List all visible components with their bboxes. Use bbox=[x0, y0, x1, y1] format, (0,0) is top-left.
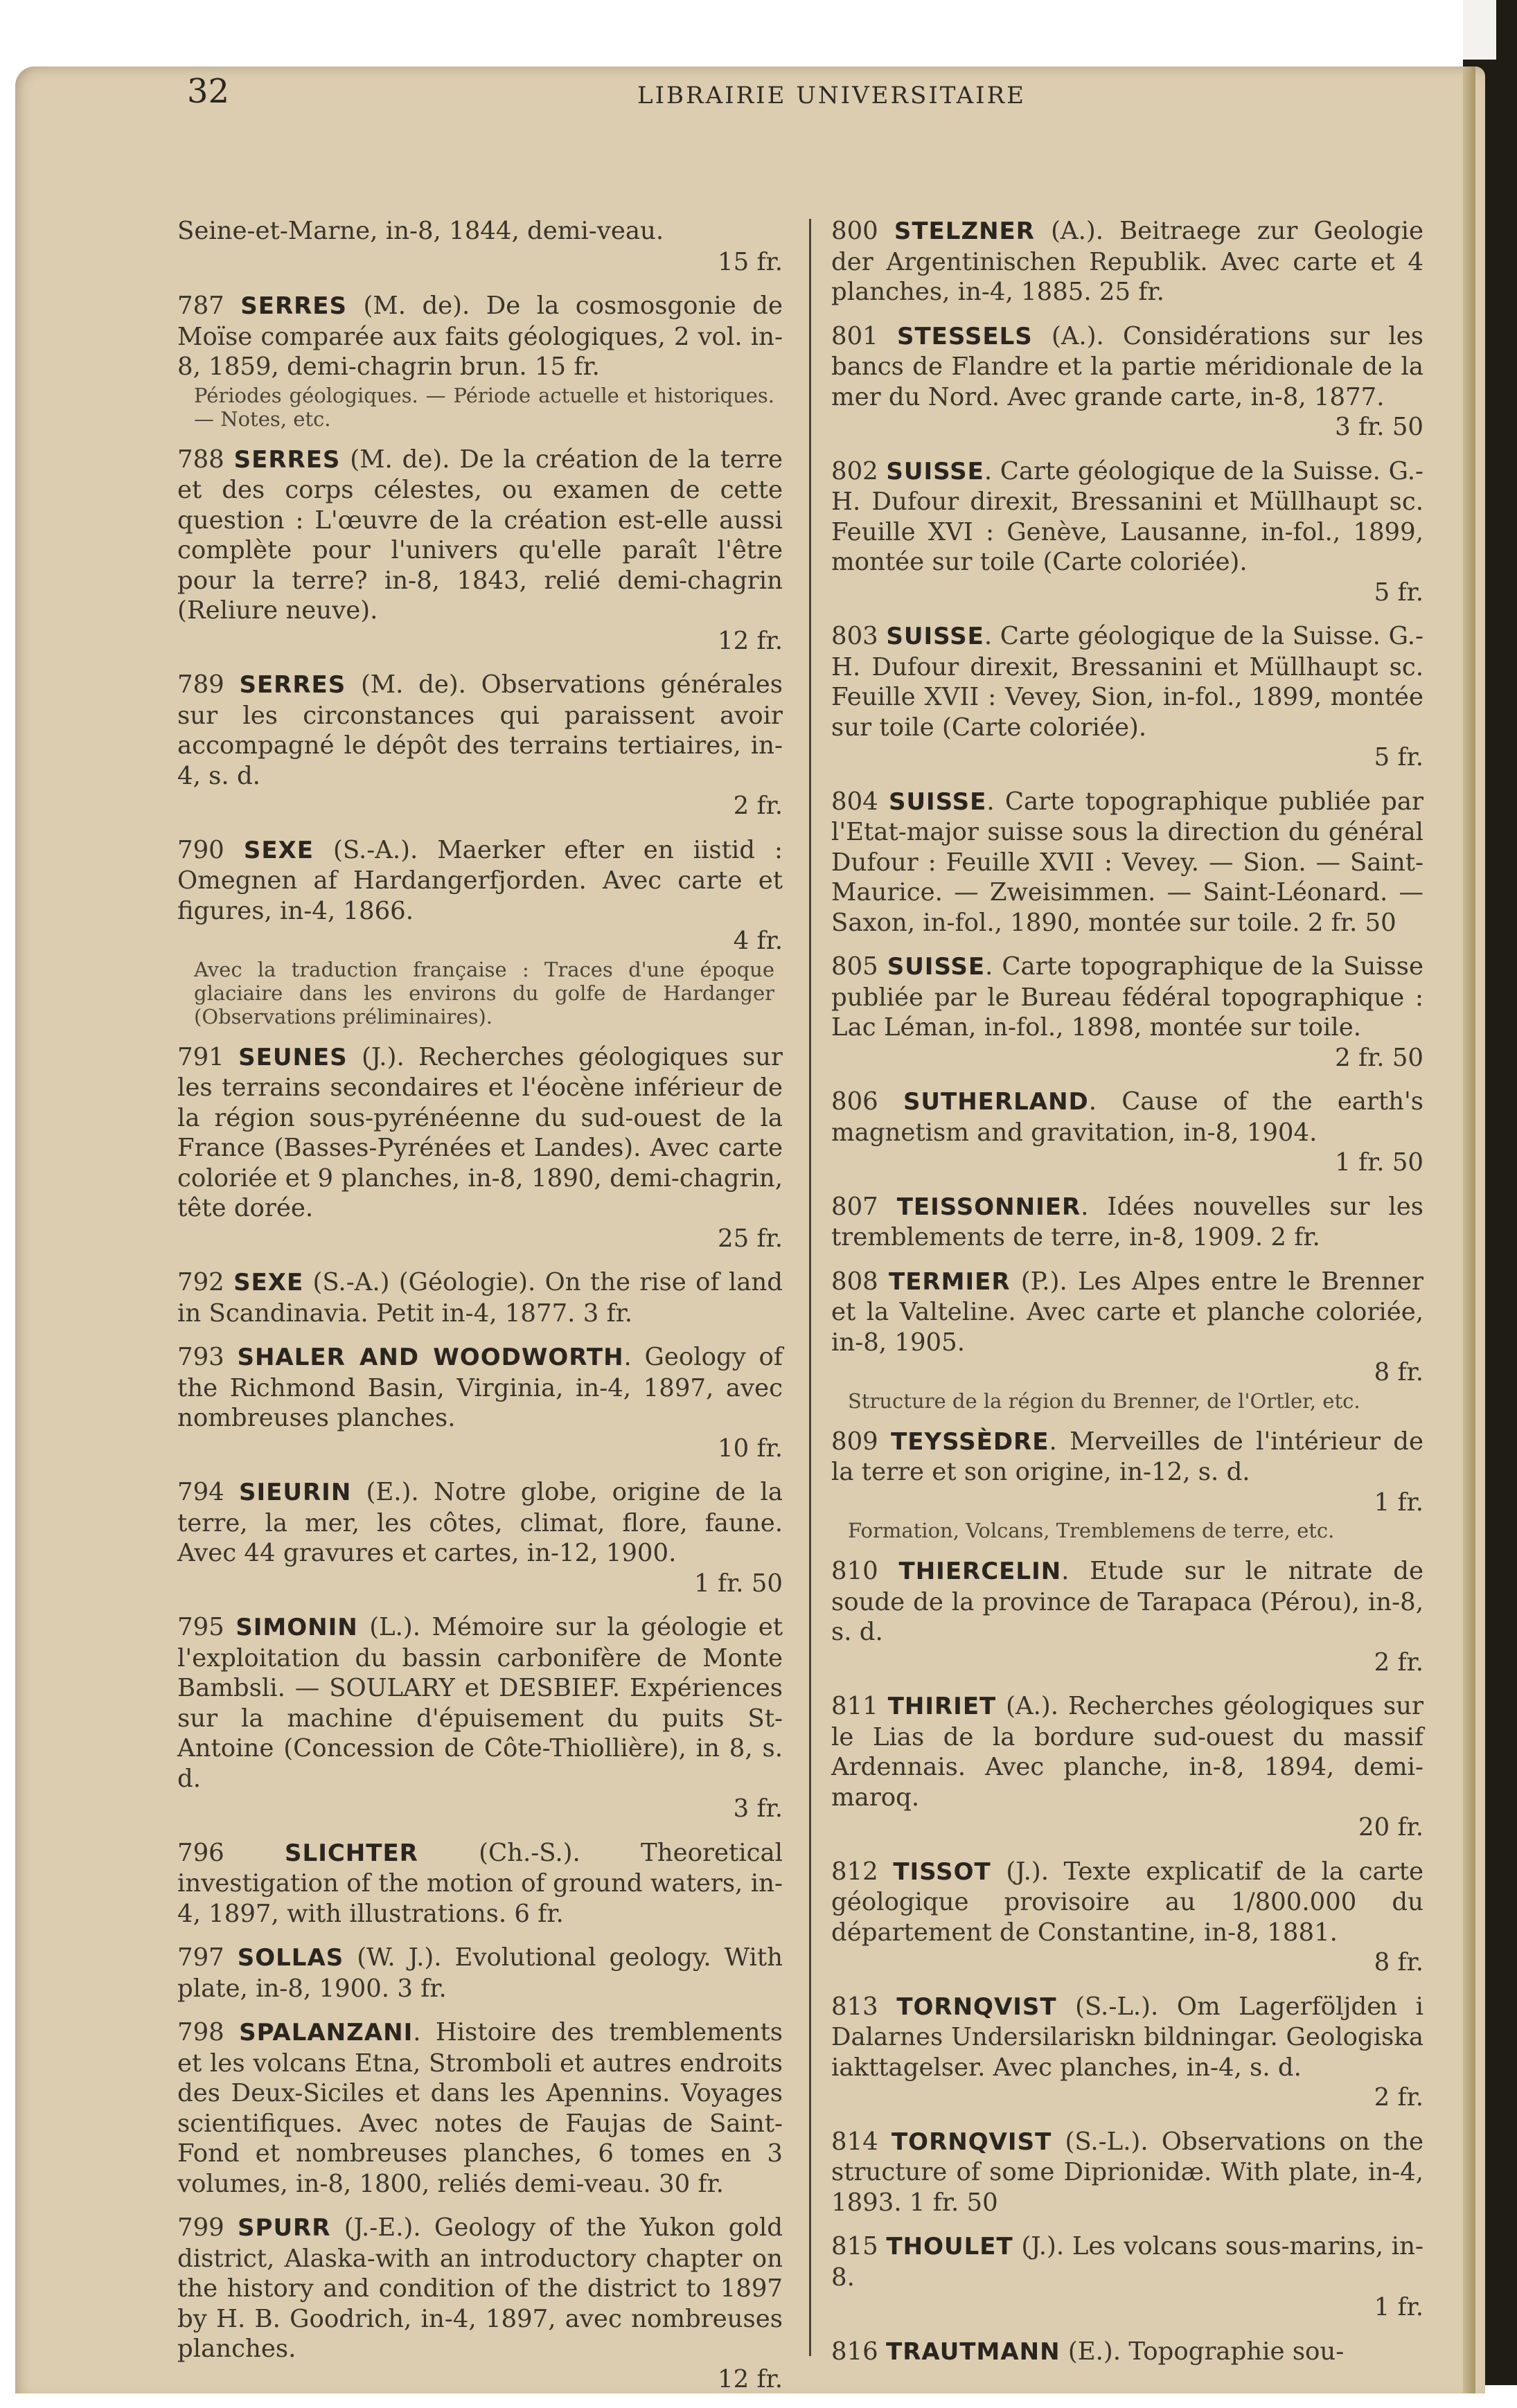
catalog-entry bbox=[177, 1342, 783, 1463]
entry-price: 15 fr. bbox=[718, 247, 783, 276]
entry-number: 815 bbox=[831, 2232, 878, 2260]
catalog-entry bbox=[831, 2127, 1423, 2218]
running-title: LIBRAIRIE UNIVERSITAIRE bbox=[637, 82, 1026, 109]
author-name: THIERCELIN bbox=[898, 1558, 1062, 1585]
author-name: TISSOT bbox=[893, 1857, 991, 1886]
entry-number: 810 bbox=[831, 1557, 878, 1585]
catalog-entry bbox=[831, 1087, 1423, 1178]
entry-number: 798 bbox=[177, 2018, 224, 2046]
entry-description: (J.). Les volcans sous-marins, in-8. bbox=[831, 2232, 1423, 2292]
entry-number: 803 bbox=[831, 622, 878, 650]
entry-description: . Carte topographique publiée par l'Etat-major suisse sous la direction du général Dufour : Feuille XVII : Vevey. — Sion. — Saint-Maurice. — Zweisimmen. — Saint-Léonard. — Saxon, in-fol., 1890, montée sur toile. 2 fr. 50 bbox=[831, 787, 1423, 937]
author-name: SHALER AND WOODWORTH bbox=[237, 1344, 624, 1371]
entry-number: 787 bbox=[177, 292, 224, 320]
catalog-entry bbox=[831, 1267, 1423, 1413]
entry-price: 2 fr. bbox=[1374, 2083, 1423, 2112]
catalog-entry bbox=[831, 1556, 1423, 1677]
entry-number: 797 bbox=[177, 1943, 224, 1972]
entry-body bbox=[177, 1267, 783, 1328]
entry-description: . Idées nouvelles sur les tremblements de terre, in-8, 1909. 2 fr. bbox=[831, 1192, 1423, 1251]
entry-number: 812 bbox=[831, 1857, 878, 1886]
entry-body bbox=[177, 1477, 783, 1569]
catalog-entry bbox=[177, 835, 783, 1028]
entry-description: . Histoire des tremblements et les volcans Etna, Stromboli et autres endroits des Deux-Siciles et dans les Apennins. Voyages scientifiques. Avec notes de Faujas de Saint-Fond et nombreuses planches, 6 tomes en 3 volumes, in-8, 1800, reliés demi-veau. 30 fr. bbox=[177, 2018, 783, 2198]
entry-number: 796 bbox=[177, 1838, 224, 1867]
catalog-entry bbox=[831, 2337, 1423, 2368]
author-name: SEXE bbox=[233, 1269, 304, 1296]
entry-number: 799 bbox=[177, 2213, 224, 2242]
entry-body bbox=[831, 1992, 1423, 2083]
entry-body bbox=[831, 456, 1423, 578]
entry-number: 805 bbox=[831, 952, 878, 981]
catalog-entry bbox=[831, 321, 1423, 443]
catalog-entry bbox=[831, 456, 1423, 608]
author-name: SOLLAS bbox=[237, 1944, 344, 1972]
entry-body bbox=[831, 952, 1423, 1043]
catalog-entry bbox=[831, 1691, 1423, 1843]
left-column bbox=[177, 216, 783, 2408]
entry-description: (J.-E.). Geology of the Yukon gold district, Alaska-with an introductory chapter on the history and condition of the district to 1897 by H. B. Goodrich, in-4, 1897, avec nombreuses planches. bbox=[177, 2213, 783, 2363]
entry-number: 809 bbox=[831, 1427, 878, 1456]
author-name: TORNQVIST bbox=[896, 1992, 1057, 2021]
entry-number: 808 bbox=[831, 1267, 878, 1296]
entry-price: 5 fr. bbox=[1374, 743, 1423, 772]
entry-number: 816 bbox=[831, 2337, 878, 2366]
entry-price: 1 fr. bbox=[1374, 1488, 1423, 1517]
entry-price: 5 fr. bbox=[1374, 578, 1423, 607]
entry-price: 1 fr. 50 bbox=[694, 1569, 783, 1598]
entry-price: 10 fr. bbox=[718, 1434, 783, 1463]
entry-number: 811 bbox=[831, 1692, 878, 1720]
entry-body bbox=[831, 1267, 1423, 1358]
author-name: SUISSE bbox=[886, 457, 984, 485]
entry-description: (J.). Texte explicatif de la carte géologique provisoire au 1/800.000 du département de Constantine, in-8, 1881. bbox=[831, 1857, 1423, 1947]
catalog-entry bbox=[177, 1612, 783, 1824]
entry-description: (M. de). Observations générales sur les circonstances qui paraissent avoir accompagné le dépôt des terrains tertiaires, in-4, s. d. bbox=[177, 670, 783, 790]
entry-price: 2 fr. bbox=[733, 792, 783, 820]
entry-number: 801 bbox=[831, 321, 878, 350]
catalog-entry bbox=[831, 2231, 1423, 2323]
entry-description: . Etude sur le nitrate de soude de la province de Tarapaca (Pérou), in-8, s. d. bbox=[831, 1557, 1423, 1646]
author-name: TORNQVIST bbox=[891, 2128, 1052, 2156]
entry-description: (A.). Recherches géologiques sur le Lias de la bordure sud-ouest du massif Ardennais. Avec planche, in-8, 1894, demi-maroq. bbox=[831, 1692, 1423, 1812]
catalog-entry bbox=[831, 787, 1423, 938]
entry-body bbox=[831, 1691, 1423, 1812]
catalog-entry bbox=[177, 445, 783, 657]
catalog-entry bbox=[177, 1042, 783, 1254]
author-name: STELZNER bbox=[894, 217, 1035, 245]
catalog-entry bbox=[177, 1477, 783, 1598]
right-column bbox=[831, 216, 1423, 2381]
entry-body bbox=[831, 321, 1423, 413]
entry-price: 8 fr. bbox=[1374, 1358, 1423, 1386]
entry-body bbox=[177, 445, 783, 626]
catalog-entry bbox=[177, 216, 783, 277]
entry-number: 806 bbox=[831, 1087, 878, 1116]
catalog-entry bbox=[831, 621, 1423, 773]
entry-number: 789 bbox=[177, 670, 224, 699]
entry-price: 20 fr. bbox=[1358, 1813, 1423, 1841]
entry-price: 3 fr. 50 bbox=[1335, 413, 1423, 441]
entry-price: 1 fr. bbox=[1374, 2293, 1423, 2321]
entry-description: . Carte géologique de la Suisse. G.-H. Dufour direxit, Bressanini et Müllhaupt sc. Feuille XVI : Genève, Lausanne, in-fol., 1899, montée sur toile (Carte coloriée). bbox=[831, 456, 1423, 576]
catalog-entry bbox=[177, 2017, 783, 2199]
entry-body bbox=[831, 1427, 1423, 1488]
author-name: THOULET bbox=[886, 2233, 1013, 2260]
entry-number: 813 bbox=[831, 1992, 878, 2021]
author-name: TERMIER bbox=[889, 1267, 1011, 1296]
entry-number: 791 bbox=[177, 1042, 224, 1071]
entry-price: 2 fr. bbox=[1374, 1648, 1423, 1677]
author-name: TRAUTMANN bbox=[886, 2337, 1061, 2366]
entry-number: 804 bbox=[831, 787, 878, 816]
entry-body bbox=[831, 1857, 1423, 1948]
scan-corner bbox=[1463, 0, 1496, 60]
entry-description: . Merveilles de l'intérieur de la terre et son origine, in-12, s. d. bbox=[831, 1427, 1423, 1486]
entry-note: Avec la traduction française : Traces d'une époque glaciaire dans les environs du golfe de Hardanger (Observations préliminaires). bbox=[194, 957, 774, 1028]
author-name: SPURR bbox=[238, 2214, 331, 2242]
author-name: SUISSE bbox=[888, 787, 987, 816]
entry-note: Formation, Volcans, Tremblemens de terre, etc. bbox=[848, 1519, 1335, 1542]
entry-note: Périodes géologiques. — Période actuelle et historiques. — Notes, etc. bbox=[194, 383, 774, 431]
entry-price: 2 fr. 50 bbox=[1335, 1043, 1423, 1072]
page-edge bbox=[1463, 66, 1475, 2393]
column-rule bbox=[809, 219, 811, 2356]
author-name: SEUNES bbox=[238, 1043, 348, 1071]
entry-body bbox=[831, 621, 1423, 742]
author-name: SIEURIN bbox=[239, 1479, 352, 1506]
author-name: SERRES bbox=[233, 445, 341, 474]
entry-body bbox=[177, 670, 783, 791]
catalog-entry bbox=[177, 291, 783, 431]
catalog-entry bbox=[831, 1857, 1423, 1978]
author-name: TEYSSÈDRE bbox=[891, 1427, 1049, 1456]
entry-body bbox=[831, 787, 1423, 938]
author-name: SLICHTER bbox=[285, 1839, 418, 1867]
entry-description: (P.). Les Alpes entre le Brenner et la Valteline. Avec carte et planche coloriée, in-8, 1905. bbox=[831, 1267, 1423, 1357]
entry-body bbox=[831, 2337, 1423, 2368]
entry-body bbox=[831, 2231, 1423, 2292]
entry-body bbox=[831, 1087, 1423, 1148]
entry-description: (S.-L.). Observations on the structure of some Diprionidæ. With plate, in-4, 1893. 1 fr. 50 bbox=[831, 2127, 1423, 2217]
entry-description: Seine-et-Marne, in-8, 1844, demi-veau. bbox=[177, 217, 664, 245]
entry-body bbox=[177, 1943, 783, 2004]
entry-description: (W. J.). Evolutional geology. With plate, in-8, 1900. 3 fr. bbox=[177, 1943, 783, 2003]
catalog-entry bbox=[831, 216, 1423, 307]
author-name: SEXE bbox=[243, 836, 314, 864]
entry-body bbox=[177, 291, 783, 382]
author-name: SERRES bbox=[239, 671, 346, 699]
catalog-entry bbox=[177, 670, 783, 821]
author-name: TEISSONNIER bbox=[896, 1193, 1081, 1221]
entry-body bbox=[831, 2127, 1423, 2218]
author-name: SUTHERLAND bbox=[903, 1088, 1089, 1116]
author-name: STESSELS bbox=[896, 322, 1033, 350]
entry-body bbox=[177, 2017, 783, 2199]
entry-number: 800 bbox=[831, 217, 878, 245]
entry-body bbox=[177, 1612, 783, 1794]
entry-price: 12 fr. bbox=[718, 626, 783, 655]
entry-body bbox=[177, 1838, 783, 1929]
entry-price: 8 fr. bbox=[1374, 1948, 1423, 1977]
entry-number: 802 bbox=[831, 456, 878, 485]
entry-description: (S.-A.). Maerker efter en iistid : Omegnen af Hardangerfjorden. Avec carte et figures, in-4, 1866. bbox=[177, 835, 783, 925]
entry-description: . Cause of the earth's magnetism and gravitation, in-8, 1904. bbox=[831, 1087, 1423, 1147]
entry-number: 790 bbox=[177, 835, 224, 864]
entry-number: 807 bbox=[831, 1192, 878, 1221]
entry-note: Structure de la région du Brenner, de l'Ortler, etc. bbox=[848, 1389, 1360, 1413]
entry-body bbox=[177, 2213, 783, 2364]
author-name: SIMONIN bbox=[236, 1614, 358, 1641]
entry-body bbox=[177, 216, 783, 247]
catalog-entry bbox=[831, 1192, 1423, 1253]
author-name: SUISSE bbox=[887, 953, 986, 981]
entry-description: . Carte topographique de la Suisse publiée par le Bureau fédéral topographique : Lac Léman, in-fol., 1898, montée sur toile. bbox=[831, 952, 1423, 1042]
entry-price: 12 fr. bbox=[718, 2364, 783, 2393]
entry-description: (A.). Considérations sur les bancs de Flandre et la partie méridionale de la mer du Nord. Avec grande carte, in-8, 1877. bbox=[831, 321, 1423, 411]
catalog-entry bbox=[177, 2213, 783, 2394]
entry-description: (M. de). De la création de la terre et des corps célestes, ou examen de cette question : L'œuvre de la création est-elle aussi complète pour l'univers qu'elle paraît l'être pour la terre? in-8, 1843, relié demi-chagrin (Reliure neuve). bbox=[177, 445, 783, 625]
catalog-entry bbox=[831, 1427, 1423, 1543]
catalog-entry bbox=[177, 1838, 783, 1929]
entry-body bbox=[831, 1556, 1423, 1648]
entry-description: (E.). Notre globe, origine de la terre, la mer, les côtes, climat, flore, faune. Avec 44 gravures et cartes, in-12, 1900. bbox=[177, 1478, 783, 1567]
entry-description: (J.). Recherches géologiques sur les terrains secondaires et l'éocène inférieur de la région sous-pyrénéenne du sud-ouest de la France (Basses-Pyrénées et Landes). Avec carte coloriée et 9 planches, in-8, 1890, demi-chagrin, tête dorée. bbox=[177, 1042, 783, 1222]
entry-price: 1 fr. 50 bbox=[1335, 1148, 1423, 1177]
entry-description: (S.-L.). Om Lagerföljden i Dalarnes Undersilariskn bildningar. Geologiska iakttagelser. Avec planches, in-4, s. d. bbox=[831, 1992, 1423, 2082]
page-number: 32 bbox=[187, 72, 230, 111]
entry-price: 25 fr. bbox=[718, 1224, 783, 1253]
entry-body bbox=[831, 216, 1423, 307]
entry-body bbox=[177, 1342, 783, 1434]
catalog-entry bbox=[831, 952, 1423, 1073]
author-name: SERRES bbox=[240, 292, 348, 320]
entry-description: (M. de). De la cosmosgonie de Moïse comparée aux faits géologiques, 2 vol. in-8, 1859, demi-chagrin brun. 15 fr. bbox=[177, 292, 783, 381]
entry-body bbox=[831, 1192, 1423, 1253]
entry-price: 3 fr. bbox=[733, 1794, 783, 1823]
author-name: SPALANZANI bbox=[239, 2019, 414, 2046]
entry-description: (E.). Topographie sou- bbox=[1067, 2337, 1345, 2366]
entry-number: 795 bbox=[177, 1613, 224, 1641]
entry-number: 792 bbox=[177, 1268, 224, 1296]
entry-price: 4 fr. bbox=[733, 927, 783, 955]
catalog-entry bbox=[177, 1267, 783, 1328]
entry-number: 788 bbox=[177, 445, 224, 474]
entry-number: 814 bbox=[831, 2127, 878, 2156]
entry-number: 794 bbox=[177, 1478, 224, 1506]
catalog-entry bbox=[831, 1992, 1423, 2113]
entry-description: (L.). Mémoire sur la géologie et l'exploitation du bassin carbonifère de Monte Bambsli. — SOULARY et DESBIEF. Expériences sur la machine d'épuisement du puits St-Antoine (Concession de Côte-Thiollière), in 8, s. d. bbox=[177, 1613, 783, 1793]
entry-description: . Geology of the Richmond Basin, Virginia, in-4, 1897, avec nombreuses planches. bbox=[177, 1343, 783, 1432]
author-name: THIRIET bbox=[887, 1693, 997, 1720]
entry-description: (A.). Beitraege zur Geologie der Argentinischen Republik. Avec carte et 4 planches, in-4, 1885. 25 fr. bbox=[831, 217, 1423, 306]
entry-description: . Carte géologique de la Suisse. G.-H. Dufour direxit, Bressanini et Müllhaupt sc. Feuille XVII : Vevey, Sion, in-fol., 1899, montée sur toile (Carte coloriée). bbox=[831, 622, 1423, 742]
entry-body bbox=[177, 835, 783, 927]
entry-number: 793 bbox=[177, 1343, 224, 1371]
entry-body bbox=[177, 1042, 783, 1224]
author-name: SUISSE bbox=[886, 623, 984, 650]
entry-description: (S.-A.) (Géologie). On the rise of land in Scandinavia. Petit in-4, 1877. 3 fr. bbox=[177, 1268, 783, 1328]
catalog-entry bbox=[177, 1943, 783, 2004]
entry-description: (Ch.-S.). Theoretical investigation of the motion of ground waters, in-4, 1897, with illustrations. 6 fr. bbox=[177, 1838, 783, 1928]
